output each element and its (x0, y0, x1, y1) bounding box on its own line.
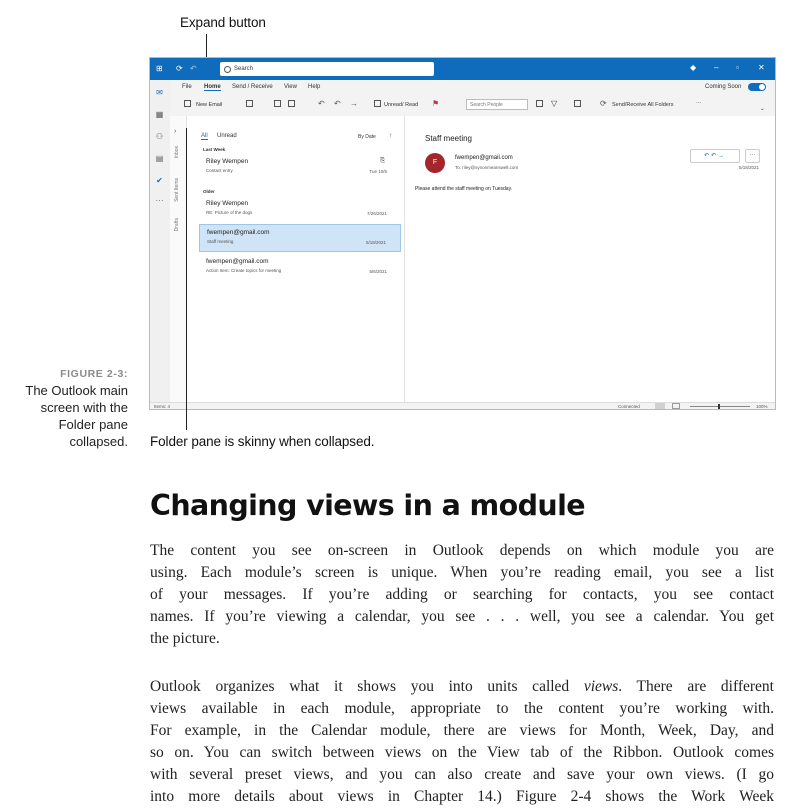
ribbon-expand-chevron-icon[interactable]: ⌄ (760, 106, 765, 112)
status-connected: Connected (618, 404, 640, 409)
tab-view[interactable]: View (284, 84, 297, 90)
todo-check-icon[interactable]: ✔ (156, 176, 163, 185)
status-bar (150, 402, 775, 410)
caption-line: The Outlook main (25, 383, 128, 398)
zoom-slider[interactable] (690, 406, 750, 407)
reading-more-button[interactable]: ··· (745, 149, 760, 163)
filter-icon[interactable]: ▽ (551, 99, 558, 108)
paragraph-1 (150, 540, 774, 650)
normal-view-icon[interactable] (655, 403, 665, 409)
caption-line: collapsed. (69, 434, 128, 449)
avatar: F (425, 153, 445, 173)
list-item-selected[interactable] (199, 224, 401, 252)
diamond-icon[interactable]: ◆ (690, 63, 697, 72)
search-icon (224, 66, 231, 73)
coming-soon-toggle[interactable] (748, 83, 766, 91)
sort-by-date[interactable]: By Date (358, 134, 376, 140)
reading-date: 5/18/2021 (738, 165, 759, 170)
list-item[interactable] (199, 196, 401, 224)
menu-bar (170, 80, 775, 94)
move-icon[interactable] (288, 100, 295, 107)
paragraph-line: so on. You can switch between views on the View tab of the Ribbon. Outlook comes (150, 744, 774, 761)
ribbon (170, 94, 775, 117)
address-book-icon[interactable] (536, 100, 543, 107)
people-icon[interactable]: ⚇ (155, 132, 164, 141)
message-list (187, 116, 405, 402)
paragraph-line: into more details about views in Chapter 14.) Figure 2-4 shows the Work Week (150, 788, 774, 805)
folder-drafts[interactable]: Drafts (174, 218, 180, 232)
title-bar (150, 58, 775, 80)
folder-sent-items[interactable]: Sent Items (174, 178, 180, 202)
tab-help[interactable]: Help (308, 84, 321, 90)
expand-folder-pane-button[interactable]: › (174, 128, 177, 135)
group-older[interactable]: Older (203, 189, 215, 194)
reading-subject: Staff meeting (425, 134, 472, 143)
paragraph-line: of your messages. If you’re adding or searching for contacts, you see contact (150, 586, 774, 603)
figure-caption (0, 382, 128, 450)
more-apps-icon[interactable]: ··· (155, 196, 164, 205)
sort-direction-icon[interactable]: ↑ (389, 133, 392, 139)
search-placeholder: Search (234, 66, 254, 72)
tab-all[interactable]: All (201, 133, 208, 139)
status-items: Items: 4 (154, 404, 171, 409)
unread-read-icon[interactable] (374, 100, 381, 107)
paragraph-2 (150, 676, 774, 808)
message-date: 7/26/2021 (366, 211, 387, 216)
reply-actions[interactable]: ↶↶→ (690, 149, 740, 163)
callout-expand-button: Expand button (180, 15, 266, 30)
list-item[interactable] (199, 254, 401, 282)
tab-unread[interactable]: Unread (217, 133, 237, 139)
paragraph-line: For example, in the Calendar module, there are views for Month, Week, Day, and (150, 722, 774, 739)
figure-label: FIGURE 2-3: (60, 368, 128, 380)
message-subject: Action Item: Create topics for meeting (206, 268, 282, 273)
reading-body: Please attend the staff meeting on Tuesday. (415, 186, 513, 192)
paragraph-line: names. If you’re viewing a calendar, you see . . . well, you see a calendar. You get (150, 608, 774, 625)
close-icon[interactable]: ✕ (758, 63, 765, 72)
new-email-icon[interactable] (184, 100, 191, 107)
tab-file[interactable]: File (182, 84, 192, 90)
folder-pane-collapsed (170, 116, 187, 402)
tab-home[interactable]: Home (204, 84, 221, 90)
flag-icon[interactable]: ⚑ (432, 99, 440, 108)
paragraph-line: views available in each module, appropriate to the content you’re working with. (150, 700, 774, 717)
delete-icon[interactable] (246, 100, 253, 107)
reading-view-icon[interactable] (672, 403, 680, 409)
callout-folder-pane: Folder pane is skinny when collapsed. (150, 434, 375, 449)
section-heading: Changing views in a module (150, 489, 586, 522)
zoom-slider-thumb[interactable] (718, 404, 720, 409)
undo-icon[interactable]: ↶ (190, 64, 197, 73)
outlook-screenshot (149, 57, 776, 410)
message-date: 5/6/2021 (369, 269, 387, 274)
reply-icon[interactable]: ↶ (318, 99, 325, 108)
tasks-icon[interactable]: ▤ (155, 154, 164, 163)
app-bar (150, 80, 171, 402)
new-email-button[interactable]: New Email (196, 102, 223, 108)
message-date: Tue 10/5 (369, 169, 387, 174)
reply-all-icon[interactable]: ↶ (334, 99, 341, 108)
message-date: 5/18/2021 (365, 240, 386, 245)
refresh-icon[interactable]: ⟳ (176, 64, 183, 73)
zoom-level: 100% (756, 404, 768, 409)
search-people-input[interactable]: Search People (466, 99, 528, 110)
folder-inbox[interactable]: Inbox (174, 146, 180, 159)
maximize-icon[interactable]: ▫ (736, 63, 739, 72)
archive-icon[interactable] (274, 100, 281, 107)
group-last-week[interactable]: Last Week (203, 147, 226, 152)
message-subject: RE: Picture of the dogs (206, 210, 253, 215)
paragraph-line: the picture. (150, 630, 220, 647)
attachment-icon: ⎘ (380, 158, 385, 164)
minimize-icon[interactable]: – (714, 63, 719, 72)
forward-icon[interactable]: → (350, 99, 358, 108)
callout-leader-folder-pane (186, 128, 187, 430)
reading-pane (405, 116, 775, 402)
list-item[interactable] (199, 154, 401, 182)
mail-icon[interactable]: ✉ (156, 88, 163, 97)
message-from: Riley Wempen (206, 158, 249, 165)
paragraph-line: using. Each module’s screen is unique. When you’re reading email, you see a list (150, 564, 774, 581)
sync-icon[interactable]: ⟳ (600, 99, 607, 108)
message-from: Riley Wempen (206, 200, 249, 207)
outlook-logo-icon: ⊞ (156, 64, 163, 73)
paragraph-line: with several preset views, and you can also create and save your own views. (I go (150, 766, 774, 783)
message-from: fwempen@gmail.com (206, 258, 269, 265)
paragraph-line: Outlook organizes what it shows you into units called views. There are different (150, 678, 774, 695)
ribbon-more-button[interactable]: ··· (696, 100, 702, 106)
message-from: fwempen@gmail.com (207, 229, 270, 236)
message-subject: Staff meeting (207, 239, 234, 244)
caption-line: Folder pane (58, 417, 128, 432)
paragraph-line: The content you see on-screen in Outlook depends on which module you are (150, 542, 774, 559)
rules-icon[interactable] (574, 100, 581, 107)
unread-read-button[interactable]: Unread/ Read (384, 102, 419, 108)
message-subject: Contact entry (206, 168, 233, 173)
coming-soon-label: Coming Soon (705, 84, 742, 90)
search-input[interactable] (220, 62, 434, 76)
reading-from: fwempen@gmail.com (455, 155, 513, 161)
reading-to: To: riley@synonmeanswell.com (455, 165, 519, 170)
calendar-icon[interactable]: ▦ (155, 110, 164, 119)
tab-send-receive[interactable]: Send / Receive (232, 84, 273, 90)
send-receive-all-button[interactable]: Send/Receive All Folders (612, 102, 674, 108)
caption-line: screen with the (40, 400, 128, 415)
